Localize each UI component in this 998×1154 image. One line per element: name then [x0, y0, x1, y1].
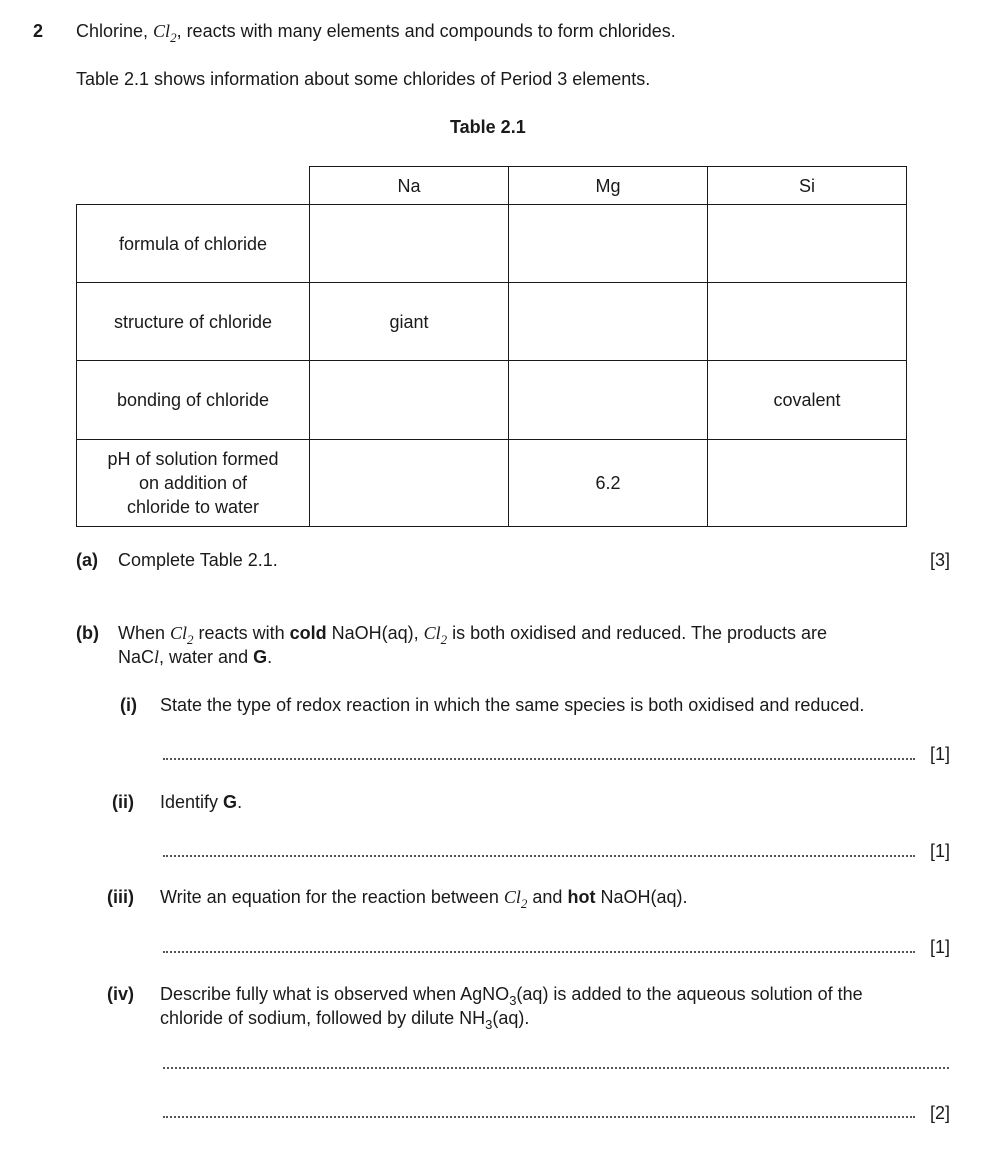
- part-b-text-4: is both oxidised and reduced. The products are: [447, 623, 828, 643]
- intro-text-end: , reacts with many elements and compounds to form chlorides.: [176, 21, 676, 41]
- sub-iii-text: [160, 886, 688, 911]
- period: .: [267, 647, 273, 667]
- sub-iii-label: (iii): [107, 887, 134, 907]
- subscript-2: 2: [520, 896, 528, 911]
- answer-cell-mg-formula[interactable]: [509, 205, 708, 283]
- row-label-bonding: bonding of chloride: [77, 361, 310, 440]
- sub-i-text: State the type of redox reaction in which the same species is both oxidised and reduced.: [160, 695, 865, 715]
- column-header-mg: Mg: [509, 167, 708, 205]
- answer-line-iv-1[interactable]: [163, 1067, 949, 1069]
- sub-iv-marks: [2]: [929, 1103, 950, 1123]
- part-b-text-3: NaOH(aq),: [326, 623, 424, 643]
- cell-si-bonding: covalent: [708, 361, 907, 440]
- sub-iii-text-start: Write an equation for the reaction between: [160, 887, 504, 907]
- chlorine-symbol: [153, 21, 177, 45]
- part-a-marks: [3]: [929, 550, 950, 570]
- sub-ii-text-start: Identify: [160, 792, 224, 812]
- sub-iv-line1: [160, 983, 863, 1008]
- sub-iv-line2: [160, 1007, 530, 1032]
- sub-iii-and: and: [527, 887, 568, 907]
- answer-cell-mg-bonding[interactable]: [509, 361, 708, 440]
- cold-emphasis: cold: [289, 623, 327, 643]
- chlorine-symbol-text: Cl: [153, 21, 171, 41]
- chlorine-symbol-text: Cl: [503, 887, 521, 907]
- nh-formula: NH: [459, 1008, 486, 1028]
- table-title: Table 2.1: [450, 117, 526, 137]
- table-row: [77, 205, 907, 283]
- part-a-label: (a): [76, 550, 98, 570]
- column-header-na: Na: [310, 167, 509, 205]
- answer-line-ii[interactable]: [163, 855, 915, 857]
- column-header-si: Si: [708, 167, 907, 205]
- answer-cell-si-formula[interactable]: [708, 205, 907, 283]
- answer-cell-si-ph[interactable]: [708, 440, 907, 527]
- answer-cell-na-formula[interactable]: [310, 205, 509, 283]
- row-label-formula: formula of chloride: [77, 205, 310, 283]
- part-b-text-2: reacts with: [193, 623, 290, 643]
- sub-iv-text-1: Describe fully what is observed when: [160, 984, 461, 1004]
- part-b-line1: [118, 622, 950, 647]
- agno-formula: AgNO: [460, 984, 510, 1004]
- row-label-ph-line1: pH of solution formed: [107, 449, 279, 469]
- nacl-l: l: [154, 647, 160, 667]
- answer-line-i[interactable]: [163, 758, 915, 760]
- table-row: [77, 361, 907, 440]
- table-row: [77, 283, 907, 361]
- answer-cell-mg-structure[interactable]: [509, 283, 708, 361]
- chlorine-symbol-text: Cl: [423, 623, 441, 643]
- subscript-2: 2: [170, 30, 177, 45]
- answer-cell-si-structure[interactable]: [708, 283, 907, 361]
- part-b-text-1: When: [118, 623, 171, 643]
- cell-mg-ph: 6.2: [509, 440, 708, 527]
- part-b-label: (b): [76, 623, 99, 643]
- product-g: G: [223, 792, 238, 812]
- answer-cell-na-ph[interactable]: [310, 440, 509, 527]
- question-intro: [76, 20, 676, 45]
- table-intro: Table 2.1 shows information about some chlorides of Period 3 elements.: [76, 69, 651, 89]
- sub-iv-text-2: (aq) is added to the aqueous solution of the: [516, 984, 863, 1004]
- answer-cell-na-bonding[interactable]: [310, 361, 509, 440]
- chlorides-table: [76, 166, 907, 527]
- sub-ii-label: (ii): [112, 792, 134, 812]
- part-a-text: Complete Table 2.1.: [118, 550, 278, 570]
- sub-ii-marks: [1]: [929, 841, 950, 861]
- hot-emphasis: hot: [567, 887, 596, 907]
- period: .: [237, 792, 243, 812]
- part-b-line2-text: , water and: [159, 647, 254, 667]
- answer-line-iii[interactable]: [163, 951, 915, 953]
- table-corner: [77, 167, 310, 205]
- sub-iv-text-3: chloride of sodium, followed by dilute: [160, 1008, 460, 1028]
- chlorine-symbol: [170, 623, 194, 647]
- sub-iii-marks: [1]: [929, 937, 950, 957]
- sub-iii-text-end: NaOH(aq).: [595, 887, 688, 907]
- subscript-2: 2: [187, 632, 194, 647]
- chlorine-symbol: [423, 623, 448, 647]
- intro-text-start: Chlorine,: [76, 21, 154, 41]
- chlorine-symbol-text: Cl: [170, 623, 188, 643]
- sub-ii-text: [160, 791, 242, 813]
- sub-i-label: (i): [120, 695, 137, 715]
- product-g: G: [253, 647, 268, 667]
- subscript-3: 3: [509, 993, 517, 1008]
- cell-na-structure: giant: [310, 283, 509, 361]
- sub-iv-label: (iv): [107, 984, 134, 1004]
- part-b-line2: [118, 646, 272, 668]
- row-label-ph-line2: on addition of: [138, 473, 248, 493]
- row-label-ph-line3: chloride to water: [126, 497, 260, 517]
- subscript-2: 2: [440, 632, 448, 647]
- nacl-prefix: NaC: [118, 647, 155, 667]
- table-header-row: [77, 167, 907, 205]
- sub-i-marks: [1]: [929, 744, 950, 764]
- row-label-structure: structure of chloride: [77, 283, 310, 361]
- subscript-3: 3: [485, 1017, 493, 1032]
- chlorine-symbol: [503, 887, 528, 911]
- row-label-ph: [77, 440, 310, 527]
- answer-line-iv-2[interactable]: [163, 1116, 915, 1118]
- question-number: 2: [33, 21, 44, 41]
- sub-iv-text-4: (aq).: [492, 1008, 530, 1028]
- table-row: [77, 440, 907, 527]
